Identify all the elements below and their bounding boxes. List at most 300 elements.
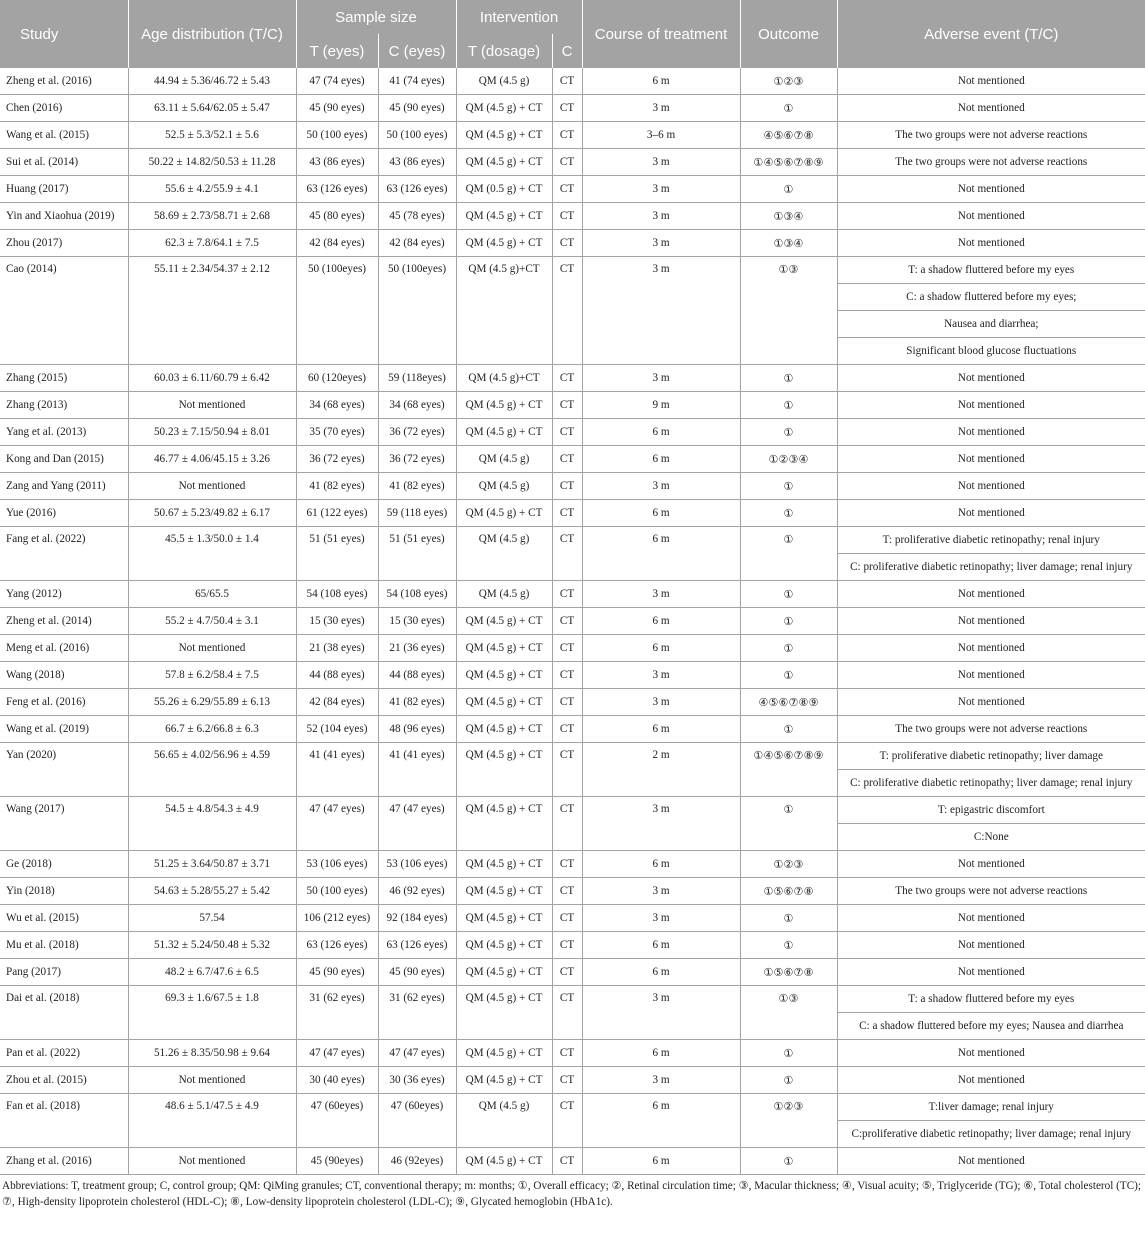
adverse-event: The two groups were not adverse reactions xyxy=(837,878,1145,905)
outcome-codes: ① xyxy=(740,1040,837,1067)
age-distribution: 51.26 ± 8.35/50.98 ± 9.64 xyxy=(128,1040,296,1067)
sample-c: 59 (118eyes) xyxy=(378,365,456,392)
age-distribution: 55.2 ± 4.7/50.4 ± 3.1 xyxy=(128,608,296,635)
header-c-eyes: C (eyes) xyxy=(378,34,456,68)
intervention-c: CT xyxy=(552,797,582,851)
study-name: Yan (2020) xyxy=(0,743,128,797)
course-of-treatment: 2 m xyxy=(582,743,740,797)
sample-c: 45 (90 eyes) xyxy=(378,95,456,122)
outcome-codes: ① xyxy=(740,797,837,851)
table-body xyxy=(0,68,1145,1175)
adverse-event: Not mentioned xyxy=(837,176,1145,203)
sample-t: 47 (74 eyes) xyxy=(296,68,378,95)
study-name: Zang and Yang (2011) xyxy=(0,473,128,500)
sample-c: 47 (47 eyes) xyxy=(378,1040,456,1067)
intervention-t: QM (4.5 g) + CT xyxy=(456,635,552,662)
intervention-c: CT xyxy=(552,851,582,878)
intervention-t: QM (4.5 g) + CT xyxy=(456,716,552,743)
intervention-t: QM (4.5 g) + CT xyxy=(456,743,552,797)
course-of-treatment: 3 m xyxy=(582,149,740,176)
intervention-t: QM (4.5 g) xyxy=(456,527,552,581)
intervention-c: CT xyxy=(552,122,582,149)
sample-c: 42 (84 eyes) xyxy=(378,230,456,257)
outcome-codes: ①②③ xyxy=(740,851,837,878)
course-of-treatment: 6 m xyxy=(582,959,740,986)
sample-t: 47 (60eyes) xyxy=(296,1094,378,1148)
sample-c: 63 (126 eyes) xyxy=(378,932,456,959)
table-row xyxy=(0,1094,1145,1121)
intervention-t: QM (4.5 g) + CT xyxy=(456,230,552,257)
age-distribution: 50.22 ± 14.82/50.53 ± 11.28 xyxy=(128,149,296,176)
intervention-t: QM (4.5 g) + CT xyxy=(456,905,552,932)
course-of-treatment: 3 m xyxy=(582,176,740,203)
table-row xyxy=(0,797,1145,824)
outcome-codes: ①③④ xyxy=(740,203,837,230)
course-of-treatment: 3 m xyxy=(582,365,740,392)
sample-c: 47 (47 eyes) xyxy=(378,797,456,851)
intervention-c: CT xyxy=(552,419,582,446)
sample-t: 60 (120eyes) xyxy=(296,365,378,392)
adverse-event: T: a shadow fluttered before my eyes xyxy=(837,986,1145,1013)
header-t-eyes: T (eyes) xyxy=(296,34,378,68)
intervention-c: CT xyxy=(552,743,582,797)
sample-c: 48 (96 eyes) xyxy=(378,716,456,743)
adverse-event: Not mentioned xyxy=(837,1040,1145,1067)
study-name: Feng et al. (2016) xyxy=(0,689,128,716)
sample-t: 43 (86 eyes) xyxy=(296,149,378,176)
intervention-t: QM (4.5 g) + CT xyxy=(456,959,552,986)
table-row xyxy=(0,986,1145,1013)
outcome-codes: ①③ xyxy=(740,986,837,1040)
intervention-c: CT xyxy=(552,176,582,203)
outcome-codes: ① xyxy=(740,1067,837,1094)
table-row xyxy=(0,743,1145,770)
course-of-treatment: 3 m xyxy=(582,1067,740,1094)
adverse-event: Not mentioned xyxy=(837,473,1145,500)
table-row xyxy=(0,392,1145,419)
sample-t: 41 (82 eyes) xyxy=(296,473,378,500)
course-of-treatment: 6 m xyxy=(582,68,740,95)
sample-t: 50 (100eyes) xyxy=(296,257,378,365)
header-study: Study xyxy=(0,0,128,68)
study-name: Yue (2016) xyxy=(0,500,128,527)
age-distribution: Not mentioned xyxy=(128,1148,296,1175)
study-name: Wang et al. (2019) xyxy=(0,716,128,743)
table-row xyxy=(0,230,1145,257)
course-of-treatment: 6 m xyxy=(582,932,740,959)
course-of-treatment: 3–6 m xyxy=(582,122,740,149)
sample-c: 31 (62 eyes) xyxy=(378,986,456,1040)
adverse-event: The two groups were not adverse reactions xyxy=(837,716,1145,743)
adverse-event: The two groups were not adverse reactions xyxy=(837,149,1145,176)
table-row xyxy=(0,959,1145,986)
table-row xyxy=(0,689,1145,716)
adverse-event: T: a shadow fluttered before my eyes xyxy=(837,257,1145,284)
outcome-codes: ① xyxy=(740,176,837,203)
study-name: Mu et al. (2018) xyxy=(0,932,128,959)
table-row xyxy=(0,527,1145,554)
study-name: Kong and Dan (2015) xyxy=(0,446,128,473)
outcome-codes: ①⑤⑥⑦⑧ xyxy=(740,959,837,986)
sample-t: 63 (126 eyes) xyxy=(296,176,378,203)
sample-t: 41 (41 eyes) xyxy=(296,743,378,797)
sample-t: 52 (104 eyes) xyxy=(296,716,378,743)
adverse-event: Not mentioned xyxy=(837,1148,1145,1175)
adverse-event: Not mentioned xyxy=(837,446,1145,473)
intervention-c: CT xyxy=(552,365,582,392)
outcome-codes: ① xyxy=(740,905,837,932)
sample-t: 63 (126 eyes) xyxy=(296,932,378,959)
table-row xyxy=(0,905,1145,932)
sample-t: 45 (90 eyes) xyxy=(296,95,378,122)
sample-t: 51 (51 eyes) xyxy=(296,527,378,581)
intervention-t: QM (4.5 g) + CT xyxy=(456,122,552,149)
sample-c: 92 (184 eyes) xyxy=(378,905,456,932)
sample-c: 36 (72 eyes) xyxy=(378,419,456,446)
outcome-codes: ① xyxy=(740,716,837,743)
course-of-treatment: 3 m xyxy=(582,689,740,716)
sample-c: 54 (108 eyes) xyxy=(378,581,456,608)
course-of-treatment: 6 m xyxy=(582,419,740,446)
outcome-codes: ① xyxy=(740,581,837,608)
intervention-t: QM (4.5 g) + CT xyxy=(456,689,552,716)
intervention-t: QM (4.5 g) + CT xyxy=(456,419,552,446)
age-distribution: 54.5 ± 4.8/54.3 ± 4.9 xyxy=(128,797,296,851)
sample-c: 47 (60eyes) xyxy=(378,1094,456,1148)
table-row xyxy=(0,149,1145,176)
outcome-codes: ① xyxy=(740,635,837,662)
adverse-event: Not mentioned xyxy=(837,689,1145,716)
sample-t: 15 (30 eyes) xyxy=(296,608,378,635)
age-distribution: 55.26 ± 6.29/55.89 ± 6.13 xyxy=(128,689,296,716)
course-of-treatment: 6 m xyxy=(582,446,740,473)
table-row xyxy=(0,662,1145,689)
age-distribution: 60.03 ± 6.11/60.79 ± 6.42 xyxy=(128,365,296,392)
intervention-c: CT xyxy=(552,635,582,662)
intervention-c: CT xyxy=(552,689,582,716)
age-distribution: 55.6 ± 4.2/55.9 ± 4.1 xyxy=(128,176,296,203)
course-of-treatment: 3 m xyxy=(582,203,740,230)
sample-c: 34 (68 eyes) xyxy=(378,392,456,419)
sample-t: 45 (80 eyes) xyxy=(296,203,378,230)
table-row xyxy=(0,608,1145,635)
outcome-codes: ① xyxy=(740,95,837,122)
intervention-c: CT xyxy=(552,932,582,959)
sample-c: 36 (72 eyes) xyxy=(378,446,456,473)
age-distribution: 51.32 ± 5.24/50.48 ± 5.32 xyxy=(128,932,296,959)
course-of-treatment: 3 m xyxy=(582,95,740,122)
sample-c: 53 (106 eyes) xyxy=(378,851,456,878)
table-row xyxy=(0,95,1145,122)
header-c: C xyxy=(552,34,582,68)
table-row xyxy=(0,851,1145,878)
intervention-t: QM (4.5 g) + CT xyxy=(456,986,552,1040)
course-of-treatment: 6 m xyxy=(582,1040,740,1067)
sample-c: 41 (41 eyes) xyxy=(378,743,456,797)
intervention-c: CT xyxy=(552,1040,582,1067)
sample-t: 21 (38 eyes) xyxy=(296,635,378,662)
intervention-t: QM (4.5 g)+CT xyxy=(456,257,552,365)
adverse-event: T: proliferative diabetic retinopathy; liver damage xyxy=(837,743,1145,770)
intervention-t: QM (4.5 g) xyxy=(456,68,552,95)
sample-t: 36 (72 eyes) xyxy=(296,446,378,473)
adverse-event: T: proliferative diabetic retinopathy; renal injury xyxy=(837,527,1145,554)
abbreviations-footnote: Abbreviations: T, treatment group; C, control group; QM: QiMing granules; CT, conventional therapy; m: months; ①, Overall efficacy; ②, Retinal circulation time; ③, Macular thickness; ④, Visual acuity; ⑤, Triglyceride (TG); ⑥, Total cholesterol (TC); ⑦, High-density lipoprotein cholesterol (HDL-C); ⑧, Low-density lipoprotein cholesterol (LDL-C); ⑨, Glycated hemoglobin (HbA1c). xyxy=(2,1180,1142,1208)
adverse-event: Not mentioned xyxy=(837,230,1145,257)
outcome-codes: ① xyxy=(740,662,837,689)
intervention-c: CT xyxy=(552,392,582,419)
course-of-treatment: 3 m xyxy=(582,230,740,257)
age-distribution: 58.69 ± 2.73/58.71 ± 2.68 xyxy=(128,203,296,230)
sample-c: 59 (118 eyes) xyxy=(378,500,456,527)
table-row xyxy=(0,473,1145,500)
study-name: Zheng et al. (2014) xyxy=(0,608,128,635)
study-name: Cao (2014) xyxy=(0,257,128,365)
intervention-t: QM (4.5 g) xyxy=(456,446,552,473)
intervention-c: CT xyxy=(552,959,582,986)
sample-c: 44 (88 eyes) xyxy=(378,662,456,689)
study-name: Ge (2018) xyxy=(0,851,128,878)
age-distribution: 62.3 ± 7.8/64.1 ± 7.5 xyxy=(128,230,296,257)
age-distribution: 52.5 ± 5.3/52.1 ± 5.6 xyxy=(128,122,296,149)
intervention-c: CT xyxy=(552,500,582,527)
age-distribution: 57.54 xyxy=(128,905,296,932)
outcome-codes: ① xyxy=(740,1148,837,1175)
adverse-event: C:None xyxy=(837,824,1145,851)
adverse-event: Not mentioned xyxy=(837,68,1145,95)
intervention-t: QM (4.5 g) + CT xyxy=(456,1067,552,1094)
outcome-codes: ① xyxy=(740,500,837,527)
study-name: Wu et al. (2015) xyxy=(0,905,128,932)
adverse-event: Not mentioned xyxy=(837,1067,1145,1094)
outcome-codes: ①②③ xyxy=(740,68,837,95)
intervention-t: QM (4.5 g) + CT xyxy=(456,797,552,851)
adverse-event: Not mentioned xyxy=(837,635,1145,662)
table-row xyxy=(0,635,1145,662)
intervention-t: QM (4.5 g) + CT xyxy=(456,149,552,176)
intervention-c: CT xyxy=(552,716,582,743)
sample-t: 45 (90eyes) xyxy=(296,1148,378,1175)
table-row xyxy=(0,1040,1145,1067)
sample-c: 41 (74 eyes) xyxy=(378,68,456,95)
sample-c: 41 (82 eyes) xyxy=(378,473,456,500)
sample-c: 51 (51 eyes) xyxy=(378,527,456,581)
course-of-treatment: 3 m xyxy=(582,797,740,851)
study-name: Sui et al. (2014) xyxy=(0,149,128,176)
course-of-treatment: 3 m xyxy=(582,662,740,689)
table-row xyxy=(0,1148,1145,1175)
adverse-event: Not mentioned xyxy=(837,932,1145,959)
sample-t: 34 (68 eyes) xyxy=(296,392,378,419)
adverse-event: Not mentioned xyxy=(837,608,1145,635)
age-distribution: Not mentioned xyxy=(128,392,296,419)
course-of-treatment: 6 m xyxy=(582,851,740,878)
adverse-event: Not mentioned xyxy=(837,500,1145,527)
intervention-c: CT xyxy=(552,527,582,581)
outcome-codes: ① xyxy=(740,419,837,446)
header-outcome: Outcome xyxy=(740,0,837,68)
sample-c: 63 (126 eyes) xyxy=(378,176,456,203)
header-age: Age distribution (T/C) xyxy=(128,0,296,68)
age-distribution: 50.67 ± 5.23/49.82 ± 6.17 xyxy=(128,500,296,527)
age-distribution: Not mentioned xyxy=(128,473,296,500)
sample-c: 21 (36 eyes) xyxy=(378,635,456,662)
study-name: Huang (2017) xyxy=(0,176,128,203)
sample-c: 43 (86 eyes) xyxy=(378,149,456,176)
table-row xyxy=(0,446,1145,473)
sample-t: 30 (40 eyes) xyxy=(296,1067,378,1094)
study-name: Wang et al. (2015) xyxy=(0,122,128,149)
intervention-c: CT xyxy=(552,257,582,365)
table-row xyxy=(0,581,1145,608)
sample-c: 50 (100eyes) xyxy=(378,257,456,365)
outcome-codes: ④⑤⑥⑦⑧⑨ xyxy=(740,689,837,716)
adverse-event: Not mentioned xyxy=(837,419,1145,446)
outcome-codes: ①④⑤⑥⑦⑧⑨ xyxy=(740,149,837,176)
outcome-codes: ①②③ xyxy=(740,1094,837,1148)
adverse-event: C: proliferative diabetic retinopathy; liver damage; renal injury xyxy=(837,554,1145,581)
sample-c: 50 (100 eyes) xyxy=(378,122,456,149)
study-name: Zhou et al. (2015) xyxy=(0,1067,128,1094)
header-intervention: Intervention xyxy=(456,0,582,34)
outcome-codes: ① xyxy=(740,527,837,581)
adverse-event: T:liver damage; renal injury xyxy=(837,1094,1145,1121)
intervention-t: QM (0.5 g) + CT xyxy=(456,176,552,203)
intervention-t: QM (4.5 g) + CT xyxy=(456,95,552,122)
age-distribution: 45.5 ± 1.3/50.0 ± 1.4 xyxy=(128,527,296,581)
adverse-event: Not mentioned xyxy=(837,905,1145,932)
outcome-codes: ①③ xyxy=(740,257,837,365)
outcome-codes: ①③④ xyxy=(740,230,837,257)
study-name: Fang et al. (2022) xyxy=(0,527,128,581)
course-of-treatment: 3 m xyxy=(582,878,740,905)
age-distribution: 51.25 ± 3.64/50.87 ± 3.71 xyxy=(128,851,296,878)
study-name: Fan et al. (2018) xyxy=(0,1094,128,1148)
age-distribution: 50.23 ± 7.15/50.94 ± 8.01 xyxy=(128,419,296,446)
age-distribution: 48.6 ± 5.1/47.5 ± 4.9 xyxy=(128,1094,296,1148)
intervention-t: QM (4.5 g) + CT xyxy=(456,203,552,230)
table-row xyxy=(0,203,1145,230)
course-of-treatment: 6 m xyxy=(582,1094,740,1148)
sample-c: 41 (82 eyes) xyxy=(378,689,456,716)
sample-t: 31 (62 eyes) xyxy=(296,986,378,1040)
age-distribution: 65/65.5 xyxy=(128,581,296,608)
adverse-event: Not mentioned xyxy=(837,959,1145,986)
adverse-event: T: epigastric discomfort xyxy=(837,797,1145,824)
adverse-event: Not mentioned xyxy=(837,203,1145,230)
intervention-t: QM (4.5 g)+CT xyxy=(456,365,552,392)
outcome-codes: ①⑤⑥⑦⑧ xyxy=(740,878,837,905)
age-distribution: 55.11 ± 2.34/54.37 ± 2.12 xyxy=(128,257,296,365)
age-distribution: 56.65 ± 4.02/56.96 ± 4.59 xyxy=(128,743,296,797)
sample-t: 50 (100 eyes) xyxy=(296,878,378,905)
age-distribution: 69.3 ± 1.6/67.5 ± 1.8 xyxy=(128,986,296,1040)
course-of-treatment: 3 m xyxy=(582,581,740,608)
intervention-t: QM (4.5 g) + CT xyxy=(456,1148,552,1175)
outcome-codes: ① xyxy=(740,473,837,500)
outcome-codes: ① xyxy=(740,608,837,635)
age-distribution: 66.7 ± 6.2/66.8 ± 6.3 xyxy=(128,716,296,743)
study-name: Yang (2012) xyxy=(0,581,128,608)
study-name: Zheng et al. (2016) xyxy=(0,68,128,95)
table-row xyxy=(0,500,1145,527)
study-name: Yin (2018) xyxy=(0,878,128,905)
intervention-t: QM (4.5 g) + CT xyxy=(456,662,552,689)
intervention-c: CT xyxy=(552,878,582,905)
sample-c: 30 (36 eyes) xyxy=(378,1067,456,1094)
sample-t: 47 (47 eyes) xyxy=(296,1040,378,1067)
age-distribution: 46.77 ± 4.06/45.15 ± 3.26 xyxy=(128,446,296,473)
intervention-c: CT xyxy=(552,662,582,689)
study-name: Pang (2017) xyxy=(0,959,128,986)
sample-c: 45 (78 eyes) xyxy=(378,203,456,230)
adverse-event: Significant blood glucose fluctuations xyxy=(837,338,1145,365)
adverse-event: C: proliferative diabetic retinopathy; liver damage; renal injury xyxy=(837,770,1145,797)
table-row xyxy=(0,716,1145,743)
study-name: Chen (2016) xyxy=(0,95,128,122)
intervention-t: QM (4.5 g) + CT xyxy=(456,1040,552,1067)
outcome-codes: ① xyxy=(740,932,837,959)
course-of-treatment: 6 m xyxy=(582,716,740,743)
course-of-treatment: 6 m xyxy=(582,527,740,581)
sample-c: 46 (92eyes) xyxy=(378,1148,456,1175)
outcome-codes: ①④⑤⑥⑦⑧⑨ xyxy=(740,743,837,797)
outcome-codes: ① xyxy=(740,365,837,392)
intervention-c: CT xyxy=(552,581,582,608)
sample-t: 35 (70 eyes) xyxy=(296,419,378,446)
table-row xyxy=(0,1067,1145,1094)
study-name: Wang (2018) xyxy=(0,662,128,689)
outcome-codes: ④⑤⑥⑦⑧ xyxy=(740,122,837,149)
adverse-event: The two groups were not adverse reactions xyxy=(837,122,1145,149)
adverse-event: C: a shadow fluttered before my eyes; xyxy=(837,284,1145,311)
course-of-treatment: 6 m xyxy=(582,1148,740,1175)
intervention-c: CT xyxy=(552,473,582,500)
intervention-c: CT xyxy=(552,905,582,932)
intervention-c: CT xyxy=(552,68,582,95)
table-row xyxy=(0,257,1145,284)
sample-t: 106 (212 eyes) xyxy=(296,905,378,932)
sample-t: 53 (106 eyes) xyxy=(296,851,378,878)
sample-c: 45 (90 eyes) xyxy=(378,959,456,986)
outcome-codes: ① xyxy=(740,392,837,419)
course-of-treatment: 9 m xyxy=(582,392,740,419)
age-distribution: 57.8 ± 6.2/58.4 ± 7.5 xyxy=(128,662,296,689)
intervention-t: QM (4.5 g) + CT xyxy=(456,500,552,527)
course-of-treatment: 3 m xyxy=(582,905,740,932)
intervention-t: QM (4.5 g) + CT xyxy=(456,392,552,419)
intervention-c: CT xyxy=(552,1148,582,1175)
sample-t: 47 (47 eyes) xyxy=(296,797,378,851)
adverse-event: C:proliferative diabetic retinopathy; liver damage; renal injury xyxy=(837,1121,1145,1148)
table-row xyxy=(0,176,1145,203)
intervention-c: CT xyxy=(552,149,582,176)
age-distribution: 63.11 ± 5.64/62.05 ± 5.47 xyxy=(128,95,296,122)
course-of-treatment: 3 m xyxy=(582,257,740,365)
intervention-c: CT xyxy=(552,1067,582,1094)
adverse-event: Not mentioned xyxy=(837,365,1145,392)
intervention-c: CT xyxy=(552,446,582,473)
adverse-event: C: a shadow fluttered before my eyes; Nausea and diarrhea xyxy=(837,1013,1145,1040)
study-name: Meng et al. (2016) xyxy=(0,635,128,662)
outcome-codes: ①②③④ xyxy=(740,446,837,473)
header-t-dosage: T (dosage) xyxy=(456,34,552,68)
table-row xyxy=(0,878,1145,905)
intervention-t: QM (4.5 g) xyxy=(456,581,552,608)
table-row xyxy=(0,932,1145,959)
table-row xyxy=(0,68,1145,95)
age-distribution: 44.94 ± 5.36/46.72 ± 5.43 xyxy=(128,68,296,95)
